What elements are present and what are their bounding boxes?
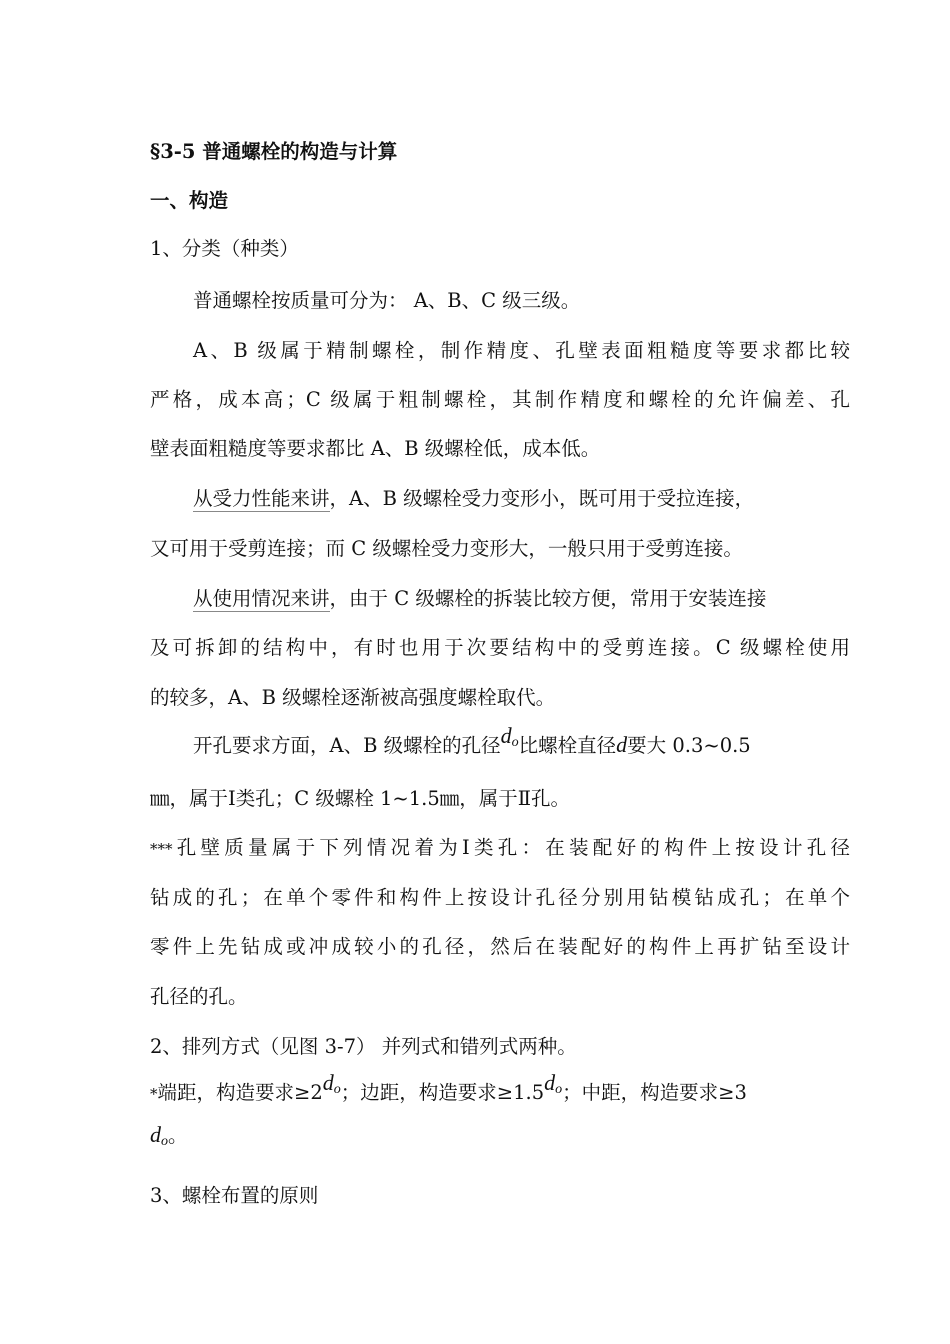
hole-text-a: 开孔要求方面，A、B 级螺栓的孔径	[193, 734, 501, 757]
underlined-phrase: 从使用情况来讲	[193, 587, 330, 610]
paragraph-usage-line-3: 的较多，A、B 级螺栓逐渐被高强度螺栓取代。	[150, 686, 556, 709]
subsection-title-classification: 1、分类（种类）	[150, 237, 299, 260]
paragraph-class-i-line-3: 零件上先钻成或冲成较小的孔径，然后在装配好的构件上再扩钻至设计	[150, 935, 850, 958]
section-heading: §3-5 普通螺栓的构造与计算	[150, 140, 398, 163]
paragraph-distances-line-1: *端距，构造要求≥2do；边距，构造要求≥1.5do；中距，构造要求≥3	[150, 1070, 747, 1104]
symbol-o: o	[161, 1134, 168, 1149]
symbol-d-o: do	[322, 1070, 341, 1097]
symbol-d-o: do	[500, 723, 519, 750]
hole-text-c: 要大 0.3~0.5	[627, 734, 751, 757]
paragraph-class-i-line-2: 钻成的孔；在单个零件和构件上按设计孔径分别用钻模钻成孔；在单个	[150, 886, 850, 909]
symbol-d-o: do	[544, 1070, 563, 1097]
paragraph-hole-line-1	[193, 723, 751, 757]
paragraph-class-i-line-1: ***孔壁质量属于下列情况着为Ⅰ类孔：在装配好的构件上按设计孔径	[150, 836, 850, 859]
paragraph-usage-line-2: 及可拆卸的结构中，有时也用于次要结构中的受剪连接。C 级螺栓使用	[150, 636, 850, 659]
paragraph-distances-line-2: do。	[150, 1122, 188, 1149]
paragraph-precision-line-2: 严格，成本高；C 级属于粗制螺栓，其制作精度和螺栓的允许偏差、孔	[150, 388, 850, 411]
subsection-title-layout-principles: 3、螺栓布置的原则	[150, 1184, 319, 1207]
symbol-d: d	[616, 732, 628, 757]
paragraph-force-line-1	[193, 489, 754, 509]
paragraph-precision-line-1: A、B 级属于精制螺栓，制作精度、孔壁表面粗糙度等要求都比较	[193, 339, 850, 362]
symbol-d: d	[150, 1122, 161, 1147]
section-title-construction: 一、构造	[150, 189, 229, 212]
underlined-phrase: 从受力性能来讲	[193, 487, 330, 510]
hole-text-b: 比螺栓直径	[518, 734, 617, 757]
paragraph-usage-line-1-rest: ，由于 C 级螺栓的拆装比较方便，常用于安装连接	[329, 587, 767, 610]
paragraph-usage-line-1	[193, 589, 766, 609]
paragraph-class-i-line-4: 孔径的孔。	[150, 985, 248, 1008]
paragraph-force-line-2: 又可用于受剪连接；而 C 级螺栓受力变形大，一般只用于受剪连接。	[150, 537, 743, 560]
asterisk-marks: ***	[150, 840, 173, 858]
asterisk-mark: *	[150, 1085, 158, 1103]
paragraph-hole-line-2: ㎜，属于Ⅰ类孔；C 级螺栓 1~1.5㎜，属于Ⅱ孔。	[150, 787, 571, 810]
paragraph-force-line-1-rest: ，A、B 级螺栓受力变形小，既可用于受拉连接，	[329, 487, 755, 510]
paragraph-grades: 普通螺栓按质量可分为： A、B、C 级三级。	[193, 289, 581, 312]
subsection-title-arrangement: 2、排列方式（见图 3-7） 并列式和错列式两种。	[150, 1035, 577, 1058]
paragraph-precision-line-3: 壁表面粗糙度等要求都比 A、B 级螺栓低，成本低。	[150, 437, 601, 460]
